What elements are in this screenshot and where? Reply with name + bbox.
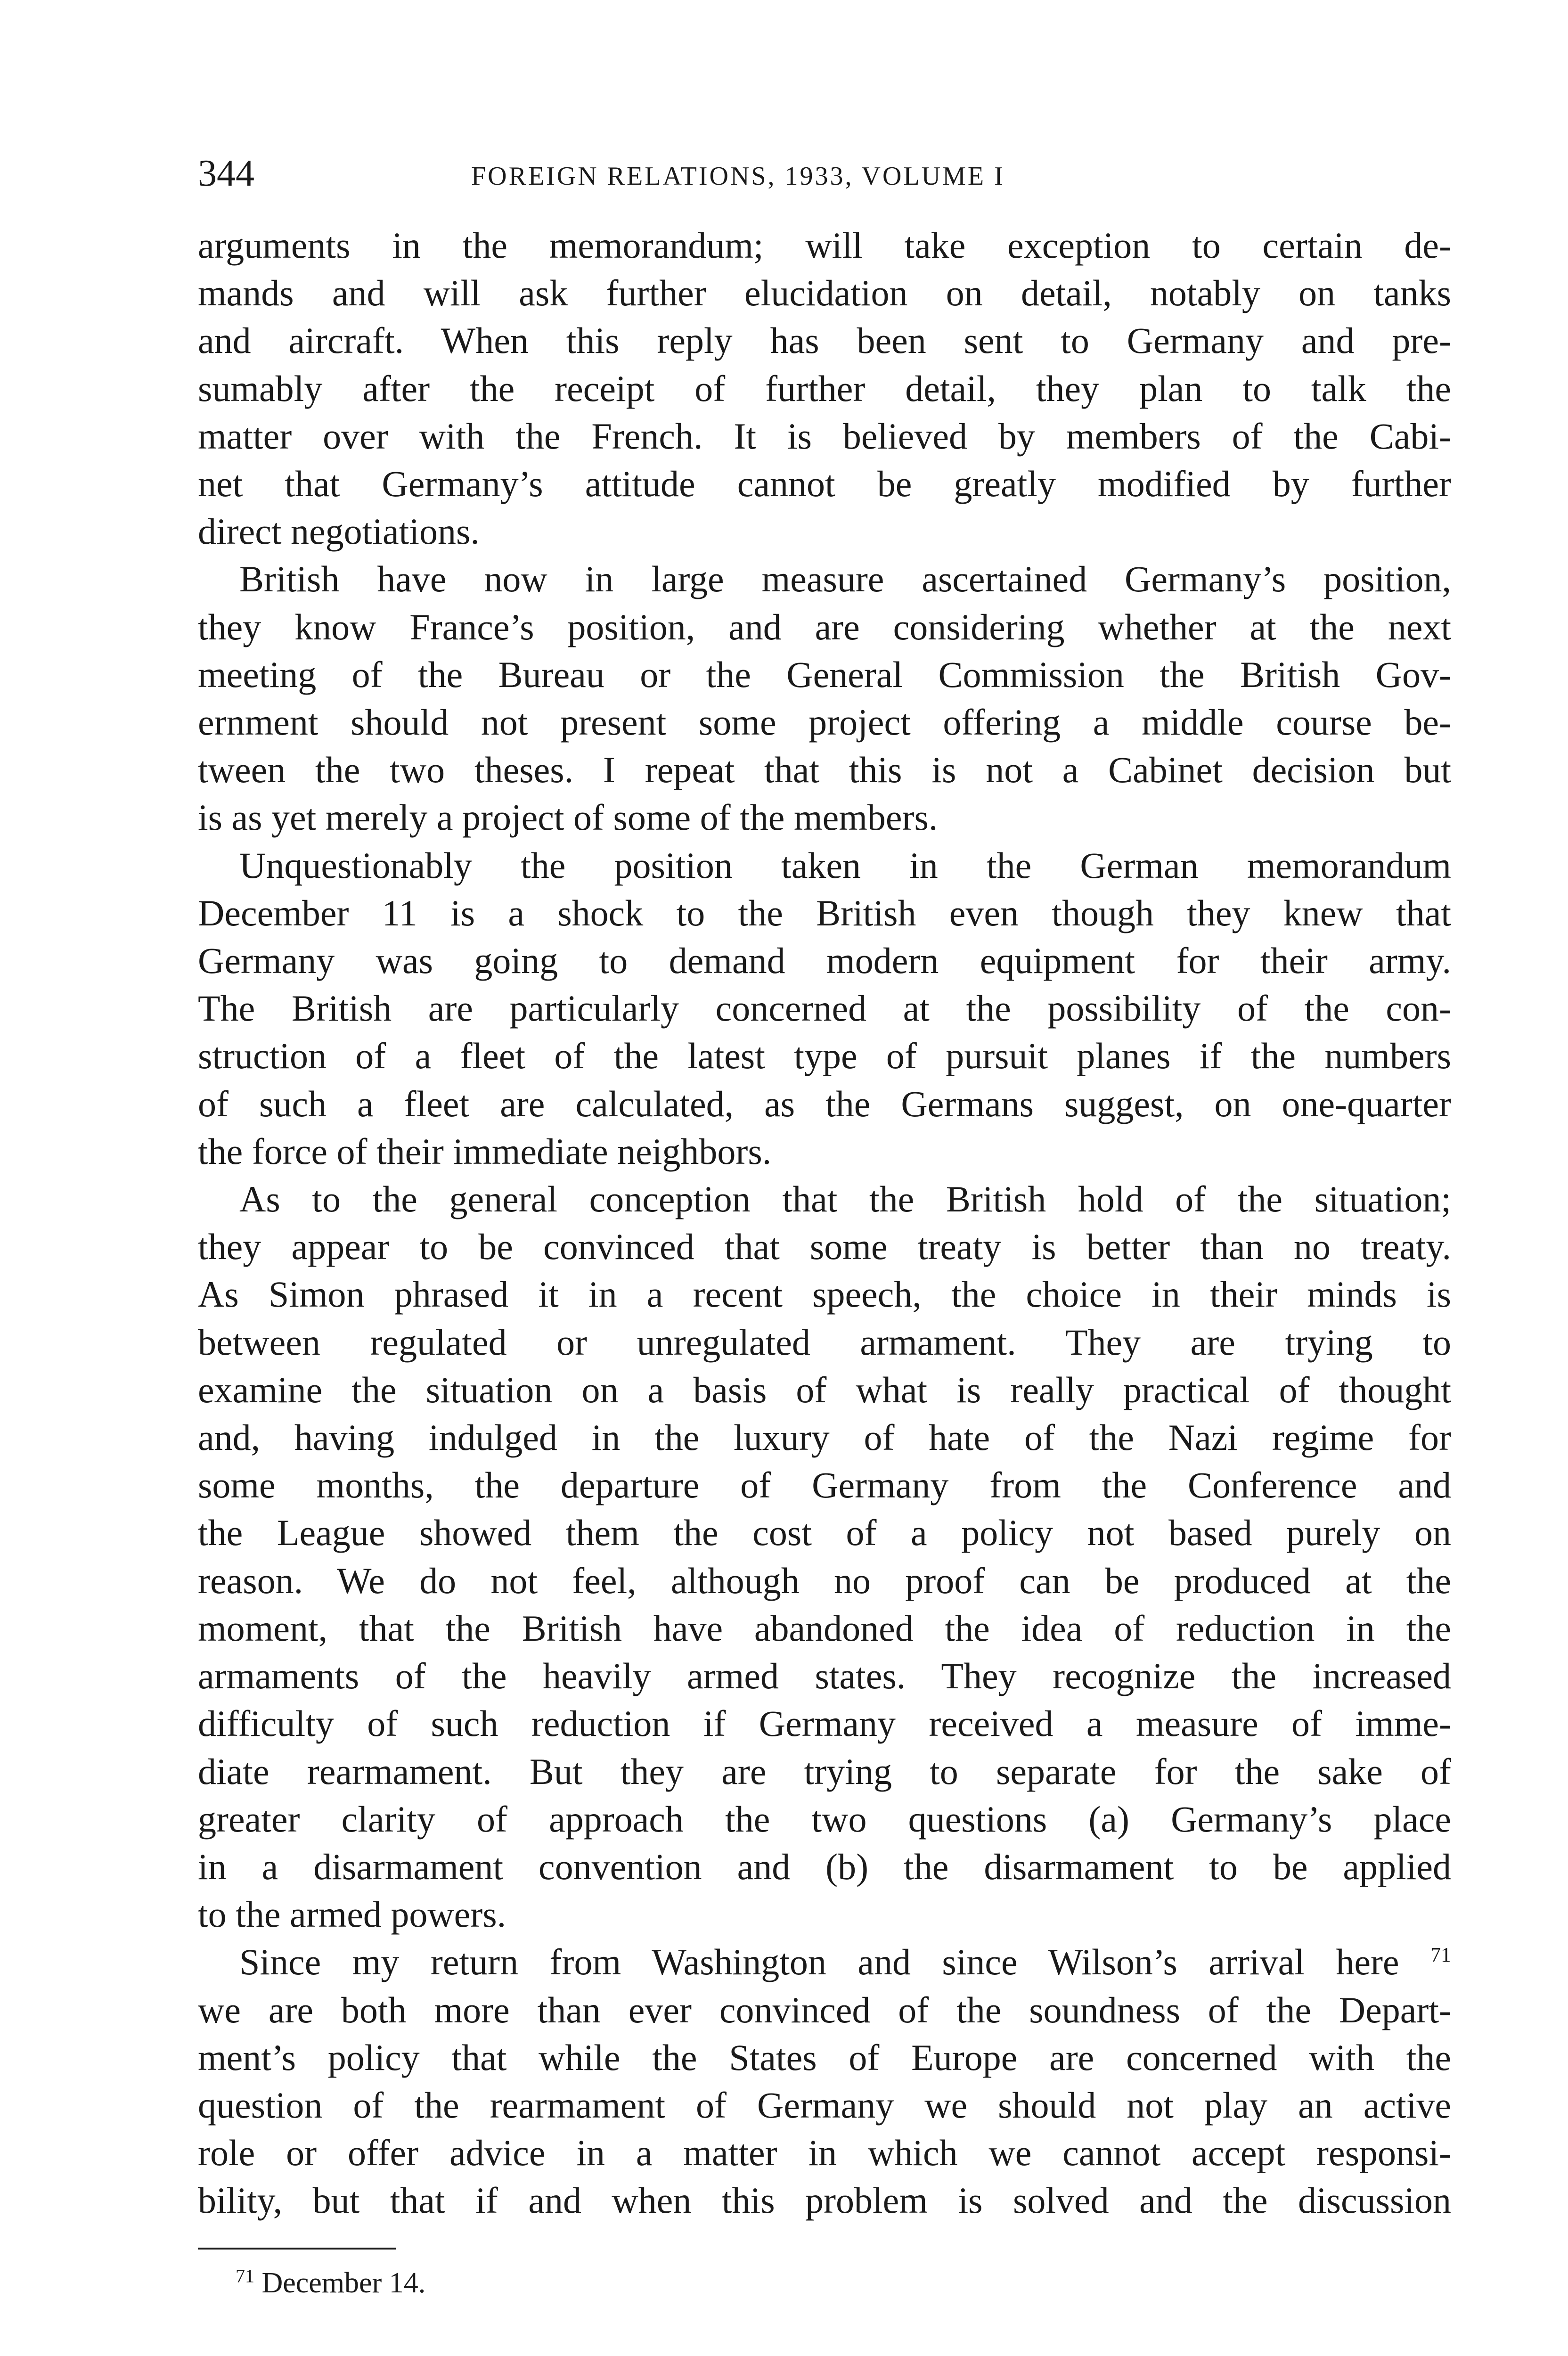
text-line: As Simon phrased it in a recent speech, the choice in their minds is: [198, 1274, 1451, 1315]
text-line: Germany was going to demand modern equipment for their army.: [198, 940, 1451, 982]
text-line: they appear to be convinced that some treaty is better than no treaty.: [198, 1226, 1451, 1268]
text-line: greater clarity of approach the two questions (a) Germany’s place: [198, 1798, 1451, 1840]
text-line: to the armed powers.: [198, 1894, 506, 1935]
footnote-mark: 71: [236, 2265, 254, 2287]
text-line: bility, but that if and when this problem is solved and the discussion: [198, 2180, 1451, 2221]
text-line-content: Since my return from Washington and since Wilson’s arrival here: [239, 1941, 1399, 1983]
text-line: arguments in the memorandum; will take exception to certain de-: [198, 225, 1451, 266]
text-line: British have now in large measure ascertained Germany’s position,: [239, 558, 1451, 600]
text-line: the League showed them the cost of a policy not based purely on: [198, 1512, 1451, 1554]
footnote-reference[interactable]: 71: [1430, 1943, 1452, 1967]
footnote-divider: [198, 2248, 396, 2250]
text-line: and aircraft. When this reply has been sent to Germany and pre-: [198, 320, 1451, 361]
text-line: they know France’s position, and are considering whether at the next: [198, 606, 1451, 647]
text-line: is as yet merely a project of some of the members.: [198, 797, 938, 838]
text-line: The British are particularly concerned at the possibility of the con-: [198, 988, 1451, 1029]
text-line: and, having indulged in the luxury of hate of the Nazi regime for: [198, 1417, 1451, 1458]
text-line: we are both more than ever convinced of the soundness of the Depart-: [198, 1989, 1451, 2030]
text-line: As to the general conception that the British hold of the situation;: [239, 1178, 1451, 1220]
text-line: in a disarmament convention and (b) the disarmament to be applied: [198, 1846, 1451, 1887]
text-line: armaments of the heavily armed states. They recognize the increased: [198, 1655, 1451, 1697]
text-line: mands and will ask further elucidation on detail, notably on tanks: [198, 272, 1451, 314]
text-line: moment, that the British have abandoned the idea of reduction in the: [198, 1607, 1451, 1649]
text-line: the force of their immediate neighbors.: [198, 1130, 772, 1172]
text-line: role or offer advice in a matter in which we cannot accept responsi-: [198, 2132, 1451, 2174]
paragraph: [198, 842, 1451, 1175]
footnote: [236, 2262, 425, 2304]
text-line: matter over with the French. It is believed by members of the Cabi-: [198, 415, 1451, 457]
text-line: [198, 1938, 1451, 1986]
text-line: tween the two theses. I repeat that this is not a Cabinet decision but: [198, 749, 1451, 791]
text-line: direct negotiations.: [198, 511, 480, 552]
text-line: Unquestionably the position taken in the German memorandum: [239, 844, 1451, 886]
text-line: difficulty of such reduction if Germany received a measure of imme-: [198, 1703, 1451, 1744]
text-line: diate rearmament. But they are trying to separate for the sake of: [198, 1751, 1451, 1792]
text-line: ment’s policy that while the States of Europe are concerned with the: [198, 2037, 1451, 2078]
text-line: ernment should not present some project offering a middle course be-: [198, 702, 1451, 743]
paragraph: [198, 1175, 1451, 1938]
text-line: some months, the departure of Germany from the Conference and: [198, 1464, 1451, 1506]
page-header: [198, 150, 1451, 206]
text-line: examine the situation on a basis of what is really practical of thought: [198, 1369, 1451, 1410]
paragraph: [198, 555, 1451, 841]
text-line: between regulated or unregulated armament. They are trying to: [198, 1321, 1451, 1363]
body-text: [198, 221, 1451, 2225]
footnote-text: December 14.: [261, 2267, 426, 2299]
text-line: sumably after the receipt of further detail, they plan to talk the: [198, 368, 1451, 409]
text-line: December 11 is a shock to the British even though they knew that: [198, 892, 1451, 933]
text-line: of such a fleet are calculated, as the Germans suggest, on one-quarter: [198, 1083, 1451, 1124]
paragraph: [198, 1938, 1451, 2224]
text-line: reason. We do not feel, although no proof can be produced at the: [198, 1560, 1451, 1601]
page-number: 344: [198, 153, 254, 194]
text-line: question of the rearmament of Germany we should not play an active: [198, 2084, 1451, 2126]
text-line: struction of a fleet of the latest type of pursuit planes if the numbers: [198, 1035, 1451, 1077]
text-line: net that Germany’s attitude cannot be greatly modified by further: [198, 463, 1451, 505]
running-head: FOREIGN RELATIONS, 1933, VOLUME I: [471, 162, 1005, 191]
text-line: meeting of the Bureau or the General Commission the British Gov-: [198, 654, 1451, 695]
paragraph: [198, 221, 1451, 555]
